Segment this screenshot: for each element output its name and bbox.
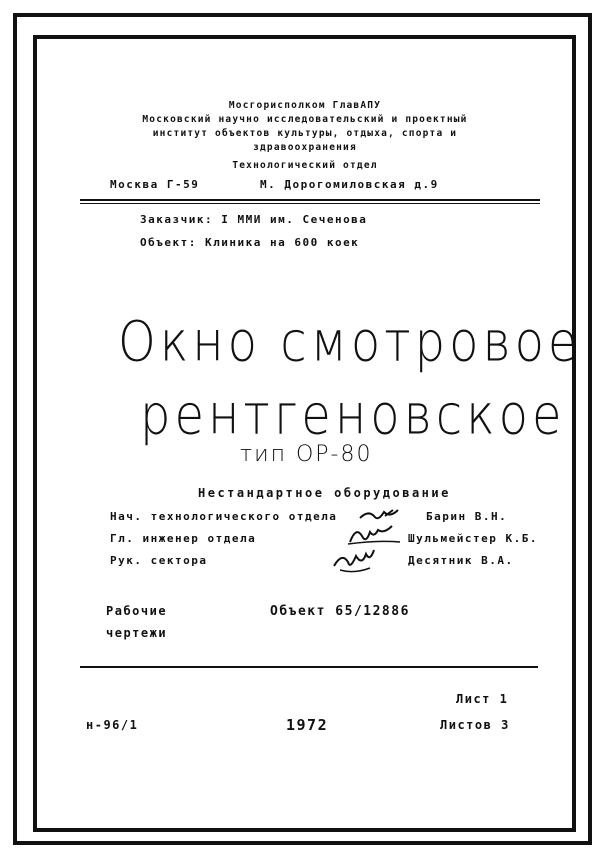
org-line-2: Московский научно исследовательский и проектный (142, 114, 468, 125)
year: 1972 (286, 716, 329, 734)
drawings-label-2: чертежи (106, 626, 168, 640)
signature-name-1: Барин В.Н. (426, 510, 508, 523)
org-line-4: здравоохранения (253, 142, 357, 153)
org-line-3: институт объектов культуры, отдыха, спорта и (152, 128, 458, 139)
header-rule-top (80, 199, 540, 201)
signature-role-3: Рук. сектора (110, 554, 208, 567)
street-address: М. Дорогомиловская д.9 (260, 178, 439, 191)
title-line-1: Окно смотровое (118, 310, 582, 375)
drawings-label-1: Рабочие (106, 604, 168, 618)
footer-rule (80, 666, 538, 668)
object-line: Объект: Клиника на 600 коек (140, 236, 360, 249)
signature-name-2: Шульмейстер К.Б. (408, 532, 538, 545)
signature-role-1: Нач. технологического отдела (110, 510, 338, 523)
object-number: Объект 65/12886 (270, 604, 410, 619)
title-type: тип ОР-80 (240, 442, 373, 467)
org-line-1: Мосгорисполком ГлавАПУ (228, 100, 382, 111)
sheet-number: Лист 1 (456, 692, 509, 706)
title-line-2: рентгеновское (140, 383, 566, 448)
signature-name-3: Десятник В.А. (408, 554, 514, 567)
sheet-count: Листов 3 (440, 718, 510, 732)
city-postal: Москва Г-59 (110, 178, 200, 191)
equipment-category: Нестандартное оборудование (198, 486, 451, 500)
drawing-code: н-96/1 (86, 718, 139, 732)
customer-line: Заказчик: I ММИ им. Сеченова (140, 213, 368, 226)
signature-role-2: Гл. инженер отдела (110, 532, 257, 545)
department-name: Технологический отдел (232, 160, 378, 171)
header-rule-bottom (80, 203, 540, 204)
